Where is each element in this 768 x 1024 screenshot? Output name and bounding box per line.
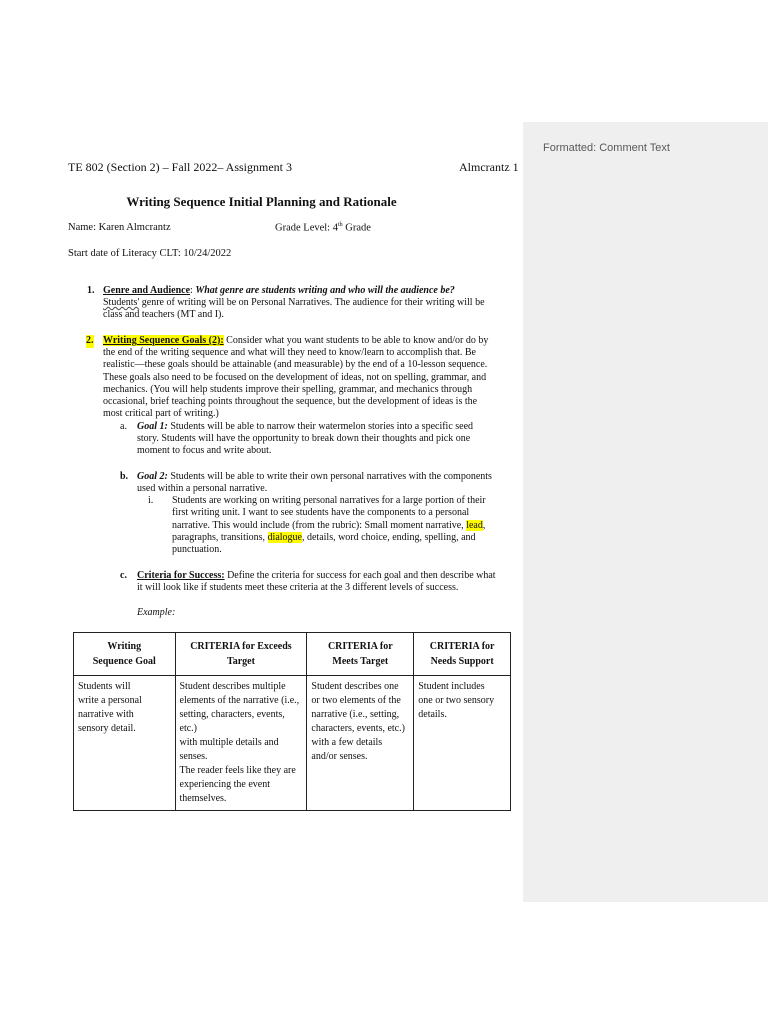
goal-b-i-line-2: first writing unit. I want to see students have the components to a personal <box>172 507 470 518</box>
document-title: Writing Sequence Initial Planning and Rationale <box>126 194 397 209</box>
grade-level: Grade Level: 4th Grade <box>275 222 371 234</box>
item-2-number: 2. <box>86 335 94 346</box>
cell-exceeds-target: Student describes multiple elements of the narrative (i.e., setting, characters, events, etc.) with multiple details and senses. The reader feels like they are experiencing the event themselves. <box>175 676 307 811</box>
item-2-line-3: realistic—these goals should be attainable (and measurable) by the end of a 10-lesson sequence. <box>103 359 488 370</box>
comment-label: Formatted: Comment Text <box>543 142 670 154</box>
goal-b-line-1: Goal 2: Students will be able to write their own personal narratives with the components <box>137 471 492 482</box>
item-1-line-3: class and teachers (MT and I). <box>103 309 224 320</box>
item-2-heading: Writing Sequence Goals (2): Consider what you want students to be able to know and/or do by <box>103 335 489 346</box>
item-1-heading: Genre and Audience: What genre are students writing and who will the audience be? <box>103 285 455 296</box>
goal-b-i-marker: i. <box>148 495 154 506</box>
goal-a-line-3: moment to focus and write about. <box>137 445 272 456</box>
goal-c-line-2: it will look like if students meet these criteria at the 3 different levels of success. <box>137 582 459 593</box>
goal-a-line-1: Goal 1: Students will be able to narrow their watermelon stories into a specific seed <box>137 421 474 432</box>
goal-b-i-line-4: paragraphs, transitions, dialogue, details, word choice, ending, spelling, and <box>172 532 476 543</box>
item-2-line-7: most critical part of writing.) <box>103 408 219 419</box>
running-header: TE 802 (Section 2) – Fall 2022– Assignment 3 <box>68 160 292 174</box>
comments-pane <box>523 122 768 902</box>
header-sequence-goal: Writing Sequence Goal <box>74 633 176 676</box>
start-date: Start date of Literacy CLT: 10/24/2022 <box>68 248 232 259</box>
header-meets-target: CRITERIA for Meets Target <box>307 633 414 676</box>
goal-b-marker: b. <box>120 471 129 482</box>
goal-b-i-line-3: narrative. This would include (from the rubric): Small moment narrative, lead, <box>172 520 486 531</box>
item-2-line-6: occasional, brief teaching points throughout the sequence, but the development of ideas is the <box>103 396 478 407</box>
cell-meets-target: Student describes one or two elements of the narrative (i.e., setting, characters, events, etc.) with a few details and/or senses. <box>307 676 414 811</box>
header-exceeds-target: CRITERIA for Exceeds Target <box>175 633 307 676</box>
criteria-table <box>73 632 511 811</box>
header-needs-support: CRITERIA for Needs Support <box>414 633 511 676</box>
item-2-line-2: the end of the writing sequence and what will they need to know/learn to accomplish that. Be <box>103 347 476 358</box>
item-2-line-5: mechanics. (You will help students improve their spelling, grammar, and mechanics through <box>103 384 473 395</box>
goal-c-line-1: Criteria for Success: Define the criteria for success for each goal and then describe what <box>137 570 496 581</box>
goal-b-i-line-5: punctuation. <box>172 544 222 555</box>
student-name: Name: Karen Almcrantz <box>68 222 171 233</box>
example-label: Example: <box>137 607 176 618</box>
item-2-line-4: These goals also need to be focused on the development of ideas, not on spelling, grammar, and <box>103 372 487 383</box>
table-row <box>74 676 511 811</box>
item-1-number: 1. <box>87 285 95 296</box>
goal-a-marker: a. <box>120 421 127 432</box>
goal-c-marker: c. <box>120 570 127 581</box>
item-1-line-2: Students' genre of writing will be on Personal Narratives. The audience for their writing will be <box>103 297 485 308</box>
page-number-header: Almcrantz 1 <box>459 160 519 174</box>
table-header-row <box>74 633 511 676</box>
cell-needs-support: Student includes one or two sensory details. <box>414 676 511 811</box>
cell-sequence-goal: Students will write a personal narrative with sensory detail. <box>74 676 176 811</box>
goal-b-line-2: used within a personal narrative. <box>137 483 268 494</box>
goal-b-i-line-1: Students are working on writing personal narratives for a large portion of their <box>172 495 486 506</box>
goal-a-line-2: story. Students will have the opportunity to break down their thoughts and pick one <box>137 433 471 444</box>
